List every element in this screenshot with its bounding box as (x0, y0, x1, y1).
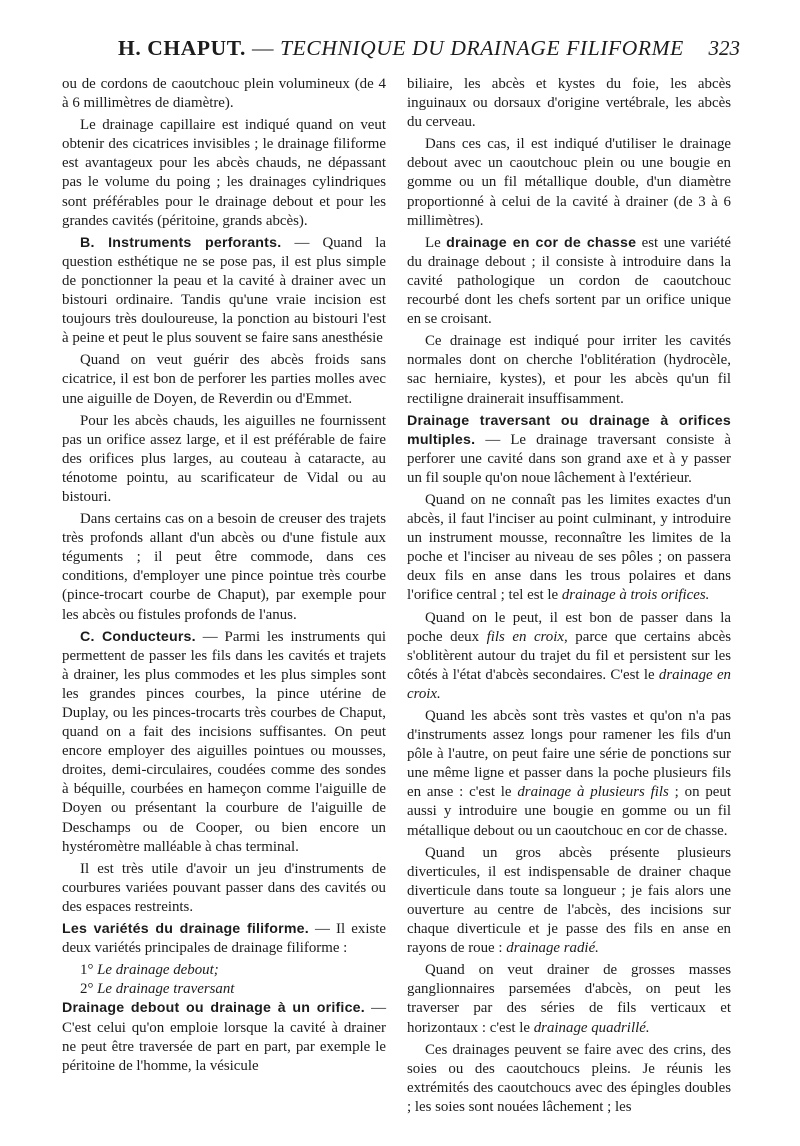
paragraph-text: Quand la question esthétique ne se pose pas, il est plus simple de ponctionner la peau et la cavité à drainer avec un bistouri ordinaire. Tandis qu'une vraie incision est toujours très douloureuse, la ponction au bistouri l'est à peine et peut le plus souvent se faire sans anesthésie (62, 234, 387, 347)
right-column (407, 75, 731, 1120)
section-heading: Drainage debout ou drainage à un orifice. (62, 1000, 365, 1017)
paragraph-text: Il existe deux variétés principales de drainage filiforme : (62, 921, 386, 957)
paragraph-text: Le drainage traversant consiste à perforer une cavité dans son grand axe et à y passer un fil souple qu'on noue lâchement à l'extérieur. (407, 431, 731, 486)
paragraph-text: Quand on veut drainer de grosses masses ganglionnaires parsemées d'abcès, on peut les traverser par des séries de fils verticaux et horizontaux : c'est le (407, 962, 731, 1036)
heading-dash: — (364, 1000, 386, 1017)
paragraph (407, 609, 731, 704)
heading-dash: — (308, 921, 337, 938)
heading-dash: — (195, 628, 225, 645)
paragraph (62, 920, 386, 958)
section-heading: Les variétés du drainage filiforme. (62, 921, 309, 938)
paragraph: Pour les abcès chauds, les aiguilles ne fournissent pas un orifice assez large, et il est préférable de faire des orifices plus larges, au couteau à cataracte, au ténotome pointu, au scarificateur de Vidal ou au bistouri. (62, 412, 386, 505)
paragraph (407, 234, 731, 329)
paragraph (62, 999, 386, 1075)
paragraph: Ces drainages peuvent se faire avec des crins, des soies ou des caoutchoucs pleins. Je réunis les extrémités des caoutchoucs avec des épingles doubles ; les soies sont nouées lâchement ; les (407, 1041, 731, 1115)
header-author: H. CHAPUT. (118, 36, 247, 60)
paragraph-text: Le (425, 234, 447, 251)
paragraph (407, 844, 731, 959)
emphasis-term: drainage radié. (506, 940, 599, 957)
page-number: 323 (708, 36, 740, 60)
header-title (118, 36, 684, 61)
paragraph: ou de cordons de caoutchouc plein volumineux (de 4 à 6 millimètres de diamètre). (62, 76, 386, 112)
list-number: 2° (80, 981, 98, 998)
list-item (62, 961, 386, 980)
paragraph (407, 707, 731, 841)
paragraph-text: Parmi les instruments qui permettent de passer les fils dans les cavités et trajets à drainer, les plus commodes et les plus simples sont les grandes pinces courbes, la pince utérine de Duplay, ou les pinces-trocarts très courbes de Chaput, quand on a fait des incisions suffisantes. On peut encore employer des aiguilles pointues ou mousses, droites, demi-circulaires, coudées comme des sondes à béquille, courbées en hameçon comme l'aiguille de Doyen ou présentant la courbure de l'aiguille de Deschamps ou de Cooper, ou bien encore un hystéromètre malléable à chas terminal. (62, 628, 386, 855)
header-subject: TECHNIQUE DU DRAINAGE FILIFORME (280, 36, 684, 60)
paragraph-text: C'est celui qu'on emploie lorsque la cavité à drainer ne peut être traversée de part en part, par exemple le péritoine de l'homme, la vésicule (62, 1019, 386, 1074)
header-separator: — (246, 36, 281, 60)
paragraph: Quand on veut guérir des abcès froids sans cicatrice, il est bon de perforer les parties molles avec une aiguille de Doyen, de Reverdin ou d'Emmet. (62, 352, 386, 407)
paragraph (407, 412, 731, 488)
left-column (62, 75, 386, 1079)
paragraph-text: Quand les abcès sont très vastes et qu'on n'a pas d'instruments assez longs pour ramener les fils d'un pôle à l'autre, on peut faire une série de ponctions sur une même ligne et passer dans la poche plusieurs fils en anse : c'est le (407, 708, 731, 801)
list-item (62, 980, 386, 999)
paragraph: biliaire, les abcès et kystes du foie, les abcès inguinaux ou dorsaux d'origine vertébrale, les abcès du cerveau. (407, 76, 731, 131)
list-number: 1° (80, 962, 98, 979)
paragraph-text: Quand on ne connaît pas les limites exactes d'un abcès, il faut l'inciser au point culminant, y introduire un instrument mousse, reconnaître les limites de la poche et l'inciser au niveau de ses pôles ; on passera deux fils en anse dans les trous polaires et dans l'orifice central ; tel est le (407, 491, 731, 604)
paragraph (407, 961, 731, 1037)
list-text: Le drainage traversant (97, 981, 235, 998)
paragraph-text: Quand un gros abcès présente plusieurs diverticules, il est indispensable de drainer chaque diverticule dans toute sa longueur ; je fais alors une ouverture au centre de l'abcès, des incisions sur chaque diverticule et je passe des fils en anse en rayons de roue : (407, 844, 731, 957)
heading-dash: — (281, 234, 323, 251)
paragraph-text: Quand on le peut, il est bon de passer dans la poche deux (407, 609, 731, 645)
section-heading: Drainage traversant ou drainage à orifices multiples. (407, 412, 731, 448)
list-text: Le drainage debout; (97, 962, 219, 979)
paragraph (62, 234, 386, 349)
emphasis-term: drainage à plusieurs fils (517, 784, 669, 801)
paragraph: Le drainage capillaire est indiqué quand on veut obtenir des cicatrices invisibles ; le drainage filiforme est avantageux pour les abcès chauds, ne dépassant pas le volume du poing ; les drainages cylindriques sont préférables pour le drainage debout et pour les grandes cavités (péritoine, grands abcès). (62, 117, 386, 229)
paragraph-text: , parce que certains abcès s'oblitèrent autour du trajet du fil et persistent sur les côtés à l'état d'abcès secondaires. C'est le (407, 628, 732, 683)
emphasis-term: fils en croix (486, 628, 564, 645)
running-header (66, 34, 740, 68)
section-heading: B. Instruments perforants. (80, 234, 282, 251)
paragraph: Il est très utile d'avoir un jeu d'instruments de courbures variées pouvant passer dans des cavités ou des espaces restreints. (62, 860, 386, 915)
paragraph-text: est une variété du drainage debout ; il consiste à introduire dans la cavité pathologique un cordon de caoutchouc recourbé dont les chefs sortent par un orifice unique en se croisant. (407, 234, 731, 328)
paragraph (407, 491, 731, 606)
emphasis-term: drainage à trois orifices. (561, 587, 710, 604)
paragraph: Ce drainage est indiqué pour irriter les cavités normales dont on cherche l'oblitération (hydrocèle, sac herniaire, kystes), et pour les abcès qu'un fil rectiligne drainerait insuffisamment. (407, 333, 731, 407)
paragraph (62, 628, 386, 857)
emphasis-term: drainage quadrillé. (533, 1019, 650, 1036)
heading-dash: — (475, 431, 511, 448)
section-heading: drainage en cor de chasse (446, 234, 637, 251)
paragraph-text: ; on peut aussi y introduire une bougie en gomme ou un fil métallique debout ou un caoutchouc en cor de chasse. (407, 784, 731, 839)
paragraph: Dans ces cas, il est indiqué d'utiliser le drainage debout avec un caoutchouc plein ou une bougie en gomme ou un fil métallique double, d'un diamètre proportionné à celui de la cavité à drainer (de 3 à 6 millimètres). (407, 136, 731, 229)
paragraph: Dans certains cas on a besoin de creuser des trajets très profonds allant d'un abcès ou d'une fistule aux téguments ; il peut être commode, dans ces conditions, d'employer une pince pointue très courbe (pince-trocart courbe de Chaput), par exemple pour les abcès ou fistules profonds de l'anus. (62, 511, 386, 623)
section-heading: C. Conducteurs. (80, 628, 196, 645)
emphasis-term: drainage en croix. (407, 666, 731, 702)
